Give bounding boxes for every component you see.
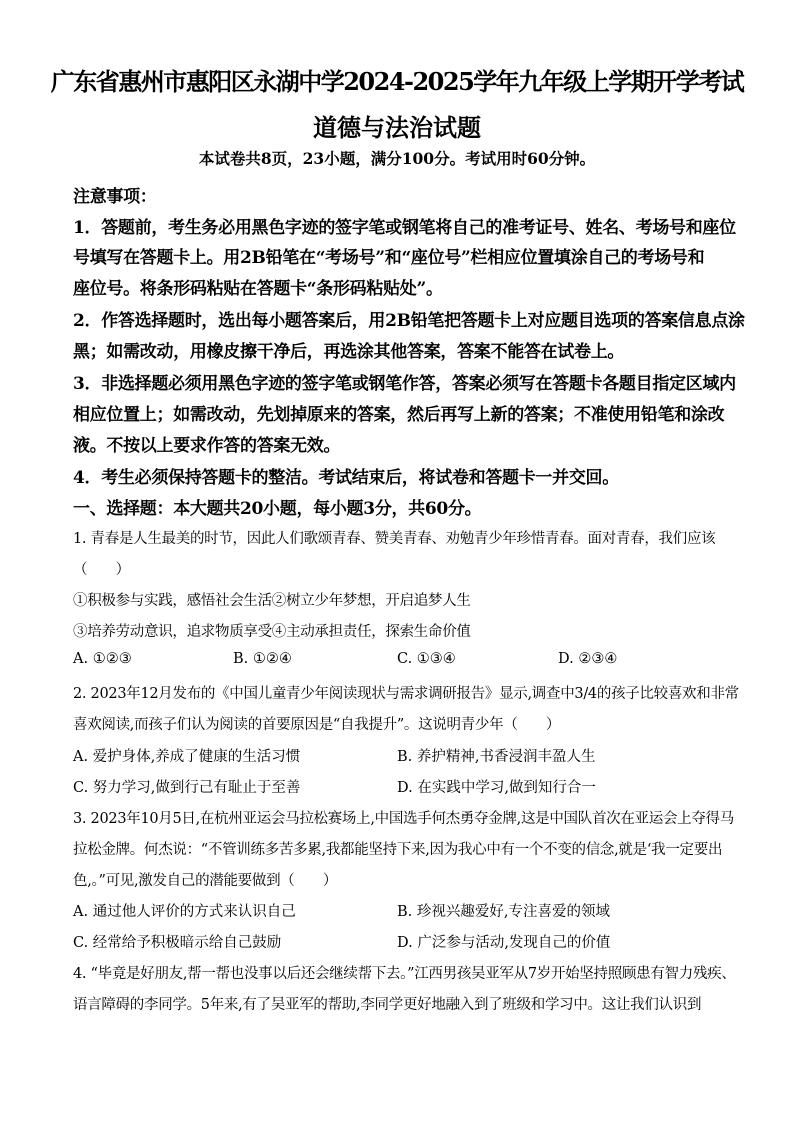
question-stem: 语言障碍的李同学。5年来,有了吴亚军的帮助,李同学更好地融入到了班级和学习中。这让我们认识到 (73, 997, 702, 1013)
exam-title: 广东省惠州市惠阳区永湖中学2024-2025学年九年级上学期开学考试 (50, 67, 744, 96)
option-a: A. 爱护身体,养成了健康的生活习惯 (73, 749, 301, 765)
option-d: D. 广泛参与活动,发现自己的价值 (397, 935, 611, 951)
option-d: D. 在实践中学习,做到知行合一 (397, 780, 596, 796)
question-stem: 喜欢阅读,而孩子们认为阅读的首要原因是“自我提升”。这说明青少年（ ） (73, 717, 561, 733)
question-stem: ③培养劳动意识，追求物质享受④主动承担责任，探索生命价值 (73, 624, 471, 640)
notice-line: 号填写在答题卡上。用2B铅笔在“考场号”和“座位号”栏相应位置填涂自己的考场号和 (73, 248, 705, 268)
question-stem: ①积极参与实践，感悟社会生活②树立少年梦想，开启追梦人生 (73, 593, 471, 609)
question-stem: 4. “毕竟是好朋友,帮一帮也没事以后还会继续帮下去。”江西男孩吴亚军从7岁开始坚持照顾患有智力残疾、 (73, 966, 736, 982)
section-heading: 一、选择题：本大题共20小题，每小题3分，共60分。 (73, 499, 482, 519)
question-stem: 拉松金牌。何杰说：“不管训练多苦多累,我都能坚持下来,因为我心中有一个不变的信念,就是‘我一定要出 (73, 842, 723, 858)
notice-line: 1．答题前，考生务必用黑色字迹的签字笔或钢笔将自己的准考证号、姓名、考场号和座位 (73, 218, 736, 238)
question-stem: 3. 2023年10月5日,在杭州亚运会马拉松赛场上,中国选手何杰勇夺金牌,这是中国队首次在亚运会上夺得马 (73, 811, 734, 827)
option-b: B. ①②④ (233, 651, 292, 667)
option-b: B. 珍视兴趣爱好,专注喜爱的领域 (397, 904, 610, 920)
notice-heading: 注意事项： (73, 187, 157, 207)
notice-line: 2．作答选择题时，选出每小题答案后，用2B铅笔把答题卡上对应题目选项的答案信息点涂 (73, 311, 745, 331)
question-stem: 2. 2023年12月发布的《中国儿童青少年阅读现状与需求调研报告》显示,调查中3/4的孩子比较喜欢和非常 (73, 686, 739, 702)
question-stem: （ ） (73, 562, 130, 578)
question-stem: 1. 青春是人生最美的时节，因此人们歌颂青春、赞美青春、劝勉青少年珍惜青春。面对青春，我们应该 (73, 531, 716, 547)
notice-line: 黑；如需改动，用橡皮擦干净后，再选涂其他答案，答案不能答在试卷上。 (73, 342, 625, 362)
question-stem: 色,。”可见,激发自己的潜能要做到（ ） (73, 873, 338, 889)
option-a: A. 通过他人评价的方式来认识自己 (73, 904, 296, 920)
exam-info: 本试卷共8页，23小题，满分100分。考试用时60分钟。 (198, 149, 596, 168)
option-c: C. 努力学习,做到行己有耻止于至善 (73, 780, 301, 796)
notice-line: 座位号。将条形码粘贴在答题卡“条形码粘贴处”。 (73, 279, 443, 299)
option-d: D. ②③④ (558, 651, 618, 667)
option-c: C. 经常给予积极暗示给自己鼓励 (73, 935, 282, 951)
notice-line: 液。不按以上要求作答的答案无效。 (73, 436, 341, 456)
exam-subject-title: 道德与法治试题 (313, 113, 481, 142)
option-c: C. ①③④ (397, 651, 456, 667)
notice-line: 4．考生必须保持答题卡的整洁。考试结束后，将试卷和答题卡一并交回。 (73, 468, 619, 488)
notice-line: 相应位置上；如需改动，先划掉原来的答案，然后再写上新的答案；不准使用铅笔和涂改 (73, 405, 725, 425)
notice-line: 3．非选择题必须用黑色字迹的签字笔或钢笔作答，答案必须写在答题卡各题目指定区域内 (73, 374, 736, 394)
option-a: A. ①②③ (73, 651, 132, 667)
option-b: B. 养护精神,书香浸润丰盈人生 (397, 749, 596, 765)
